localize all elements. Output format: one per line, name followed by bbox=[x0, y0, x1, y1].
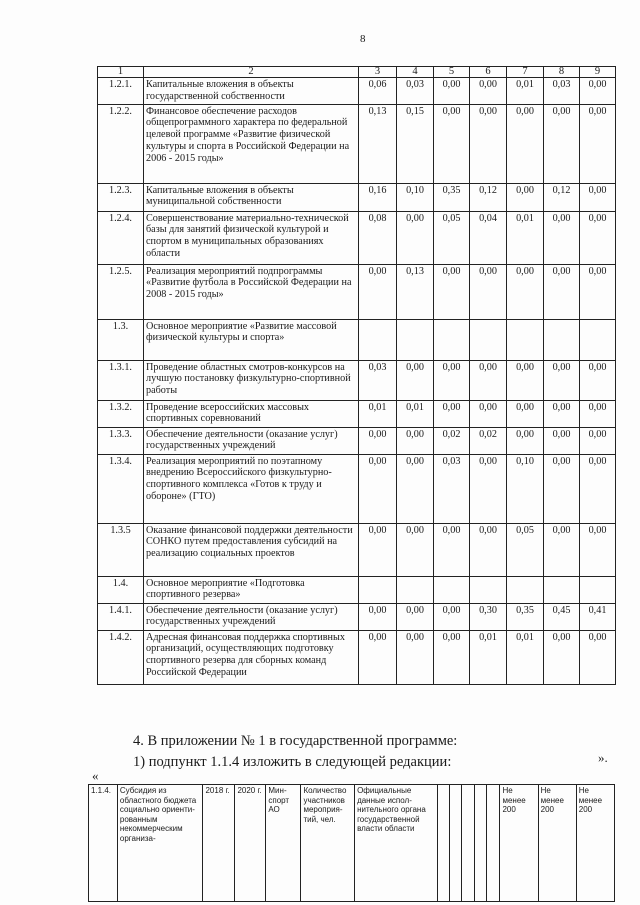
row-value: 0,02 bbox=[470, 427, 507, 454]
row-value: 0,00 bbox=[507, 400, 544, 427]
new-row-executor: Минспорт АО bbox=[266, 785, 301, 902]
row-text: Реализация мероприятий подпрограммы «Развитие футбола в Российской Федерации на 2008 - 2015 годы» bbox=[144, 264, 359, 319]
header-cell: 7 bbox=[507, 67, 544, 78]
row-value: 0,00 bbox=[470, 104, 507, 183]
table-row bbox=[98, 264, 616, 319]
new-row-text: Субсидия из областного бюджета социально ориентированным некоммерческим организа- bbox=[117, 785, 203, 902]
header-cell: 4 bbox=[397, 67, 434, 78]
table-row bbox=[98, 360, 616, 400]
new-row-code: 1.1.4. bbox=[89, 785, 118, 902]
row-value: 0,35 bbox=[507, 603, 544, 630]
row-value: 0,00 bbox=[580, 400, 616, 427]
row-value: 0,00 bbox=[434, 400, 470, 427]
row-value: 0,03 bbox=[544, 78, 580, 105]
row-code: 1.2.3. bbox=[98, 183, 144, 211]
page-number: 8 bbox=[360, 33, 366, 45]
empty-cell bbox=[474, 785, 486, 902]
row-text: Финансовое обеспечение расходов общепрограммного характера по федеральной целевой программе «Развитие физической культуры и спорта в Российской Федерации на 2006 - 2015 годы» bbox=[144, 104, 359, 183]
row-value: 0,00 bbox=[470, 78, 507, 105]
row-value bbox=[580, 319, 616, 360]
row-value bbox=[397, 319, 434, 360]
row-value: 0,00 bbox=[470, 264, 507, 319]
row-value: 0,05 bbox=[434, 211, 470, 264]
header-cell: 5 bbox=[434, 67, 470, 78]
row-code: 1.3. bbox=[98, 319, 144, 360]
row-value: 0,00 bbox=[470, 400, 507, 427]
row-text: Совершенствование материально-технической базы для занятий физической культурой и спортом в муниципальных образованиях области bbox=[144, 211, 359, 264]
row-value: 0,10 bbox=[397, 183, 434, 211]
row-text: Капитальные вложения в объекты муниципальной собственности bbox=[144, 183, 359, 211]
table-row bbox=[98, 211, 616, 264]
row-value: 0,12 bbox=[470, 183, 507, 211]
row-value: 0,00 bbox=[580, 427, 616, 454]
row-value: 0,00 bbox=[359, 523, 397, 576]
subparagraph-1: 1) подпункт 1.1.4 изложить в следующей редакции: bbox=[133, 754, 452, 770]
new-row-start: 2018 г. bbox=[203, 785, 235, 902]
new-row-value: Не менее 200 bbox=[500, 785, 538, 902]
row-text: Оказание финансовой поддержки деятельности СОНКО путем предоставления субсидий на реализацию социальных проектов bbox=[144, 523, 359, 576]
row-value: 0,03 bbox=[397, 78, 434, 105]
row-value: 0,00 bbox=[580, 523, 616, 576]
row-value: 0,03 bbox=[359, 360, 397, 400]
row-value: 0,00 bbox=[359, 264, 397, 319]
new-row-source: Официальные данные исполнительного органа государственной власти области bbox=[355, 785, 438, 902]
row-value bbox=[470, 319, 507, 360]
row-value: 0,00 bbox=[359, 427, 397, 454]
row-value: 0,01 bbox=[507, 78, 544, 105]
new-row bbox=[89, 785, 615, 902]
closing-quote: ». bbox=[598, 750, 608, 765]
row-code: 1.2.4. bbox=[98, 211, 144, 264]
row-text: Обеспечение деятельности (оказание услуг) государственных учреждений bbox=[144, 427, 359, 454]
row-value bbox=[507, 319, 544, 360]
row-code: 1.4.1. bbox=[98, 603, 144, 630]
empty-cell bbox=[487, 785, 500, 902]
header-cell: 3 bbox=[359, 67, 397, 78]
row-value: 0,01 bbox=[507, 211, 544, 264]
row-value: 0,00 bbox=[359, 630, 397, 684]
row-text: Реализация мероприятий по поэтапному внедрению Всероссийского физкультурно-спортивного комплекса «Готов к труду и обороне» (ГТО) bbox=[144, 454, 359, 523]
row-value: 0,01 bbox=[397, 400, 434, 427]
new-row-table bbox=[88, 784, 615, 902]
row-value: 0,03 bbox=[434, 454, 470, 523]
row-value: 0,00 bbox=[470, 454, 507, 523]
row-value: 0,00 bbox=[544, 264, 580, 319]
row-value: 0,00 bbox=[544, 427, 580, 454]
row-value: 0,12 bbox=[544, 183, 580, 211]
row-value: 0,00 bbox=[434, 360, 470, 400]
row-value: 0,13 bbox=[359, 104, 397, 183]
paragraph-4: 4. В приложении № 1 в государственной программе: bbox=[133, 733, 458, 749]
row-code: 1.2.2. bbox=[98, 104, 144, 183]
empty-cell bbox=[462, 785, 474, 902]
row-value: 0,00 bbox=[434, 630, 470, 684]
row-value: 0,01 bbox=[359, 400, 397, 427]
empty-cell bbox=[449, 785, 461, 902]
row-value: 0,00 bbox=[397, 523, 434, 576]
row-value: 0,00 bbox=[397, 427, 434, 454]
row-value: 0,00 bbox=[580, 104, 616, 183]
row-value bbox=[397, 576, 434, 603]
row-value bbox=[507, 576, 544, 603]
header-row bbox=[98, 67, 616, 78]
row-value: 0,00 bbox=[580, 630, 616, 684]
table-row bbox=[98, 104, 616, 183]
row-value: 0,00 bbox=[397, 454, 434, 523]
row-code: 1.3.5 bbox=[98, 523, 144, 576]
row-value: 0,00 bbox=[544, 630, 580, 684]
row-value bbox=[434, 576, 470, 603]
table-row bbox=[98, 427, 616, 454]
row-value bbox=[544, 576, 580, 603]
row-code: 1.2.5. bbox=[98, 264, 144, 319]
row-value: 0,00 bbox=[580, 78, 616, 105]
row-text: Обеспечение деятельности (оказание услуг) государственных учреждений bbox=[144, 603, 359, 630]
table-row bbox=[98, 400, 616, 427]
row-code: 1.3.3. bbox=[98, 427, 144, 454]
row-code: 1.3.4. bbox=[98, 454, 144, 523]
row-value bbox=[470, 576, 507, 603]
row-text: Проведение областных смотров-конкурсов на лучшую постановку физкультурно-спортивной работы bbox=[144, 360, 359, 400]
row-code: 1.2.1. bbox=[98, 78, 144, 105]
row-value: 0,00 bbox=[544, 211, 580, 264]
table-row bbox=[98, 576, 616, 603]
empty-cell bbox=[437, 785, 449, 902]
row-value bbox=[359, 319, 397, 360]
row-value: 0,30 bbox=[470, 603, 507, 630]
header-cell: 6 bbox=[470, 67, 507, 78]
financing-table bbox=[97, 66, 616, 685]
row-value: 0,00 bbox=[507, 104, 544, 183]
row-value: 0,15 bbox=[397, 104, 434, 183]
table-row bbox=[98, 319, 616, 360]
row-value: 0,00 bbox=[397, 603, 434, 630]
row-value: 0,41 bbox=[580, 603, 616, 630]
table-row bbox=[98, 523, 616, 576]
row-value: 0,00 bbox=[359, 603, 397, 630]
row-value: 0,00 bbox=[580, 360, 616, 400]
row-code: 1.4.2. bbox=[98, 630, 144, 684]
row-value: 0,00 bbox=[544, 360, 580, 400]
row-value: 0,00 bbox=[580, 454, 616, 523]
new-row-indicator: Количество участников мероприятий, чел. bbox=[301, 785, 355, 902]
row-value: 0,00 bbox=[580, 183, 616, 211]
row-text: Адресная финансовая поддержка спортивных организаций, осуществляющих подготовку спортивного резерва для сборных команд Российской Федерации bbox=[144, 630, 359, 684]
row-text: Капитальные вложения в объекты государственной собственности bbox=[144, 78, 359, 105]
table-row bbox=[98, 78, 616, 105]
row-value: 0,00 bbox=[434, 264, 470, 319]
row-value: 0,00 bbox=[434, 104, 470, 183]
table-row bbox=[98, 454, 616, 523]
row-value: 0,00 bbox=[434, 603, 470, 630]
row-code: 1.3.1. bbox=[98, 360, 144, 400]
row-value: 0,16 bbox=[359, 183, 397, 211]
header-cell: 8 bbox=[544, 67, 580, 78]
row-value bbox=[544, 319, 580, 360]
row-value: 0,08 bbox=[359, 211, 397, 264]
row-value: 0,00 bbox=[544, 104, 580, 183]
header-cell: 9 bbox=[580, 67, 616, 78]
row-value: 0,06 bbox=[359, 78, 397, 105]
row-value: 0,00 bbox=[544, 523, 580, 576]
row-value bbox=[434, 319, 470, 360]
table-row bbox=[98, 630, 616, 684]
row-value bbox=[359, 576, 397, 603]
row-text: Основное мероприятие «Подготовка спортивного резерва» bbox=[144, 576, 359, 603]
row-value: 0,13 bbox=[397, 264, 434, 319]
row-value: 0,00 bbox=[544, 400, 580, 427]
row-text: Проведение всероссийских массовых спортивных соревнований bbox=[144, 400, 359, 427]
row-value: 0,10 bbox=[507, 454, 544, 523]
row-value bbox=[580, 576, 616, 603]
row-value: 0,00 bbox=[580, 211, 616, 264]
row-value: 0,00 bbox=[359, 454, 397, 523]
header-cell: 2 bbox=[144, 67, 359, 78]
new-row-value: Не менее 200 bbox=[576, 785, 614, 902]
row-value: 0,01 bbox=[470, 630, 507, 684]
row-value: 0,00 bbox=[397, 360, 434, 400]
row-value: 0,45 bbox=[544, 603, 580, 630]
row-value: 0,04 bbox=[470, 211, 507, 264]
row-value: 0,00 bbox=[507, 427, 544, 454]
new-row-value: Не менее 200 bbox=[538, 785, 576, 902]
row-value: 0,00 bbox=[507, 264, 544, 319]
opening-quote: « bbox=[92, 768, 99, 783]
row-code: 1.4. bbox=[98, 576, 144, 603]
row-value: 0,00 bbox=[434, 78, 470, 105]
row-value: 0,35 bbox=[434, 183, 470, 211]
row-value: 0,00 bbox=[470, 523, 507, 576]
row-code: 1.3.2. bbox=[98, 400, 144, 427]
row-value: 0,00 bbox=[544, 454, 580, 523]
row-text: Основное мероприятие «Развитие массовой физической культуры и спорта» bbox=[144, 319, 359, 360]
row-value: 0,00 bbox=[507, 360, 544, 400]
row-value: 0,00 bbox=[507, 183, 544, 211]
header-cell: 1 bbox=[98, 67, 144, 78]
row-value: 0,05 bbox=[507, 523, 544, 576]
row-value: 0,00 bbox=[397, 630, 434, 684]
row-value: 0,00 bbox=[434, 523, 470, 576]
new-row-end: 2020 г. bbox=[235, 785, 266, 902]
row-value: 0,01 bbox=[507, 630, 544, 684]
row-value: 0,00 bbox=[397, 211, 434, 264]
row-value: 0,00 bbox=[470, 360, 507, 400]
row-value: 0,00 bbox=[580, 264, 616, 319]
table-row bbox=[98, 183, 616, 211]
row-value: 0,02 bbox=[434, 427, 470, 454]
table-row bbox=[98, 603, 616, 630]
